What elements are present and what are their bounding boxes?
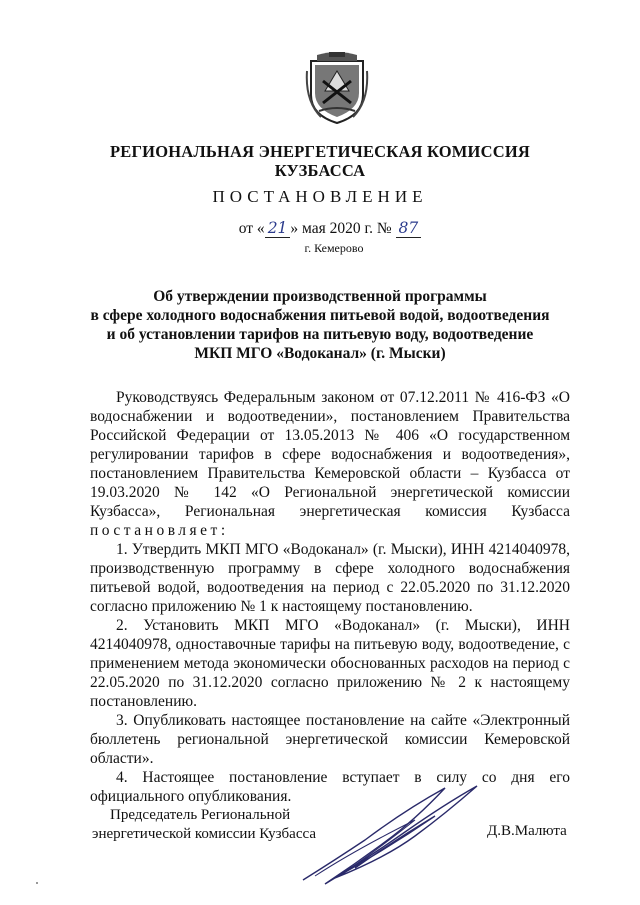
item-4: 4. Настоящее постановление вступает в силу со дня его официального опубликования.: [90, 769, 570, 805]
document-title: Об утверждении производственной программы в сфере холодного водоснабжения питьевой водой, водоотведения и об установлении тарифов на питьевую воду, водоотведение МКП МГО «Водоканал» (г. Мыски): [90, 288, 550, 362]
date-line: от « 21 » мая 2020 г. № 87: [10, 219, 640, 238]
item-2: 2. Установить МКП МГО «Водоканал» (г. Мыски), ИНН 4214040978, одноставочные тарифы на питьевую воду, водоотведение, с применением метода экономически обоснованных расходов на период с 22.05.2020 по 31.12.2020 согласно приложению № 2 к настоящему постановлению.: [90, 617, 570, 710]
organization-name: [0, 142, 640, 180]
document-type: ПОСТАНОВЛЕНИЕ: [212, 187, 428, 206]
item-3: 3. Опубликовать настоящее постановление на сайте «Электронный бюллетень региональной энергетической комиссии Кемеровской области».: [90, 712, 570, 767]
signatory-name: Д.В.Малюта: [487, 823, 567, 839]
kuzbass-coat-of-arms-icon: [305, 51, 369, 125]
document-body: [90, 388, 570, 806]
scan-speck: [36, 882, 38, 884]
handwritten-signature: [295, 780, 485, 890]
org-line-1: РЕГИОНАЛЬНАЯ ЭНЕРГЕТИЧЕСКАЯ КОМИССИЯ: [110, 142, 530, 161]
item-1: 1. Утвердить МКП МГО «Водоканал» (г. Мыски), ИНН 4214040978, производственную программу в сфере холодного водоснабжения питьевой водой, водоотведения на период с 22.05.2020 по 31.12.2020 согласно приложению № 1 к настоящему постановлению.: [90, 541, 570, 615]
org-line-2: КУЗБАССА: [274, 161, 366, 180]
city: г. Кемерово: [304, 241, 364, 255]
preamble-paragraph: Руководствуясь Федеральным законом от 07.12.2011 № 416-ФЗ «О водоснабжении и водоотведении», постановлением Правительства Российской Федерации от 13.05.2013 № 406 «О государственном регулировании тарифов в сфере водоснабжения и водоотведения», постановлением Правительства Кемеровской области – Кузбасса от 19.03.2020 № 142 «О Региональной энергетической комиссии Кузбасса», Региональная энергетическая комиссия Кузбасса постановляет:: [90, 389, 570, 539]
handwritten-number: 87: [396, 219, 422, 238]
resolves-word: постановляет:: [90, 522, 229, 539]
handwritten-day: 21: [265, 219, 291, 238]
signatory-position: Председатель Региональной энергетической комиссии Кузбасса: [92, 807, 316, 842]
